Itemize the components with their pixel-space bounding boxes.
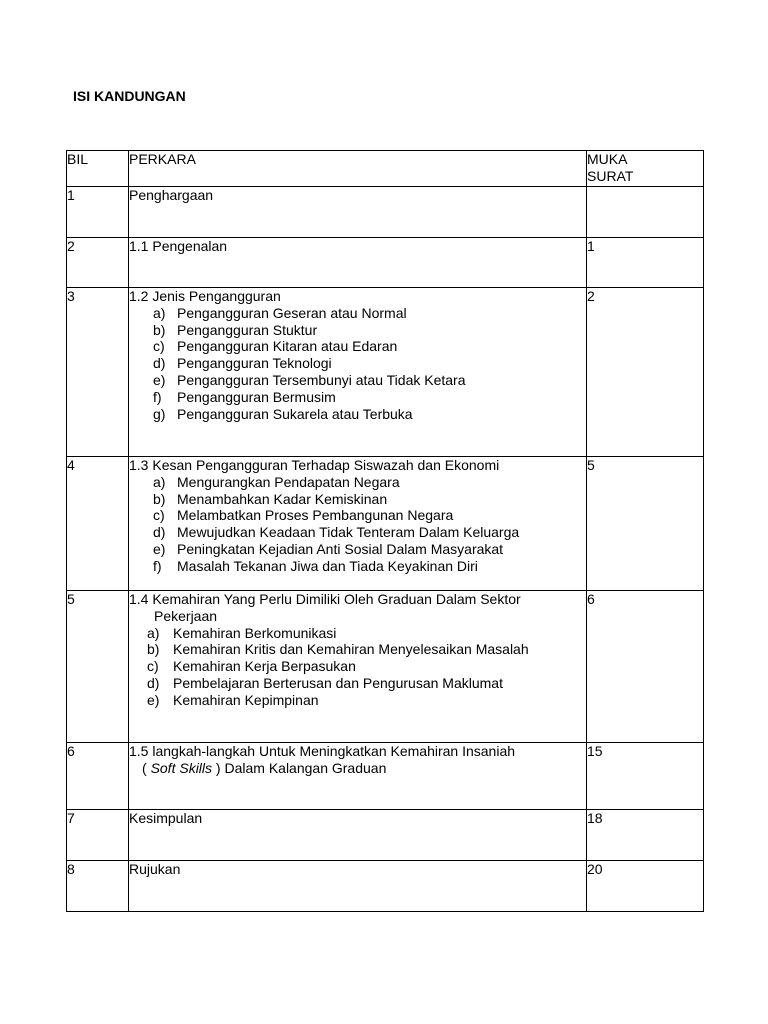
list-item — [129, 641, 586, 658]
list-item-text: Mengurangkan Pendapatan Negara — [177, 473, 400, 490]
row-page: 18 — [587, 810, 704, 861]
row-number: 3 — [67, 288, 129, 457]
row-perkara — [129, 457, 587, 591]
list-item-text: Mewujudkan Keadaan Tidak Tenteram Dalam Keluarga — [177, 524, 520, 541]
row-number: 7 — [67, 810, 129, 861]
heading-tail: ) Dalam Kalangan Graduan — [215, 759, 387, 776]
header-muka-line1: MUKA — [587, 151, 628, 167]
table-row — [67, 591, 704, 743]
list-item — [129, 474, 586, 491]
row-number: 8 — [67, 861, 129, 912]
row-page: 6 — [587, 591, 704, 743]
list-item — [129, 658, 586, 675]
row-number: 2 — [67, 238, 129, 288]
list-item — [129, 322, 586, 339]
list-item — [129, 507, 586, 524]
list-marker: c) — [153, 338, 165, 355]
list-item — [129, 491, 586, 508]
list-marker: c) — [153, 507, 165, 524]
list-item-text: Pengangguran Stuktur — [177, 321, 318, 338]
sub-item-list — [129, 625, 586, 709]
table-row — [67, 743, 704, 810]
section-heading: 1.5 langkah-langkah Untuk Meningkatkan Kemahiran Insaniah — [129, 743, 516, 759]
contents-table — [66, 150, 704, 912]
section-heading-continued — [129, 760, 586, 777]
list-marker: e) — [147, 691, 160, 708]
list-marker: b) — [147, 641, 160, 658]
list-item-text: Menambahkan Kadar Kemiskinan — [177, 490, 388, 507]
list-marker: f) — [153, 388, 162, 405]
list-item — [129, 305, 586, 322]
list-marker: a) — [153, 304, 166, 321]
section-heading-continued: Pekerjaan — [154, 607, 218, 624]
list-marker: e) — [153, 371, 166, 388]
list-marker: g) — [153, 405, 166, 422]
list-item — [129, 406, 586, 423]
list-marker: b) — [153, 321, 166, 338]
row-page: 20 — [587, 861, 704, 912]
row-page: 1 — [587, 238, 704, 288]
list-item-text: Pengangguran Teknologi — [177, 355, 332, 372]
row-page: 5 — [587, 457, 704, 591]
list-item-text: Melambatkan Proses Pembangunan Negara — [177, 507, 454, 524]
row-number: 1 — [67, 187, 129, 238]
sub-item-list — [129, 305, 586, 423]
list-marker: d) — [147, 674, 160, 691]
list-marker: a) — [153, 473, 166, 490]
list-marker: d) — [153, 355, 166, 372]
row-number: 6 — [67, 743, 129, 810]
row-perkara: Kesimpulan — [129, 810, 587, 861]
list-item-text: Kemahiran Berkomunikasi — [173, 624, 337, 641]
page-title: ISI KANDUNGAN — [73, 88, 186, 104]
row-page: 2 — [587, 288, 704, 457]
list-marker: a) — [147, 624, 160, 641]
header-muka-surat — [587, 151, 704, 187]
list-item-text: Masalah Tekanan Jiwa dan Tiada Keyakinan Diri — [177, 557, 478, 574]
list-item-text: Pengangguran Kitaran atau Edaran — [177, 338, 398, 355]
section-heading: 1.4 Kemahiran Yang Perlu Dimiliki Oleh Graduan Dalam Sektor — [129, 591, 521, 607]
list-item — [129, 355, 586, 372]
list-marker: f) — [153, 557, 162, 574]
list-item — [129, 372, 586, 389]
list-item-text: Kemahiran Kerja Berpasukan — [173, 658, 356, 675]
list-item — [129, 541, 586, 558]
row-page — [587, 187, 704, 238]
row-perkara — [129, 591, 587, 743]
list-marker: e) — [153, 540, 166, 557]
list-item-text: Pengangguran Tersembunyi atau Tidak Ketara — [177, 371, 466, 388]
header-bil: BIL — [67, 151, 129, 187]
list-item-text: Kemahiran Kritis dan Kemahiran Menyelesaikan Masalah — [173, 641, 529, 658]
table-row — [67, 187, 704, 238]
list-marker: d) — [153, 524, 166, 541]
list-item-text: Pembelajaran Berterusan dan Pengurusan Maklumat — [173, 674, 503, 691]
list-item-text: Peningkatan Kejadian Anti Sosial Dalam Masyarakat — [177, 540, 504, 557]
list-item-text: Pengangguran Bermusim — [177, 388, 336, 405]
row-perkara: Rujukan — [129, 861, 587, 912]
list-item-text: Kemahiran Kepimpinan — [173, 691, 319, 708]
list-item-text: Pengangguran Geseran atau Normal — [177, 304, 407, 321]
list-marker: b) — [153, 490, 166, 507]
list-item — [129, 625, 586, 642]
row-perkara: 1.1 Pengenalan — [129, 238, 587, 288]
header-row — [67, 151, 704, 187]
list-item — [129, 558, 586, 575]
section-heading: 1.3 Kesan Pengangguran Terhadap Siswazah dan Ekonomi — [129, 457, 500, 473]
paren-open: ( — [142, 759, 147, 776]
table-row — [67, 810, 704, 861]
row-number: 5 — [67, 591, 129, 743]
list-item — [129, 389, 586, 406]
table-row — [67, 238, 704, 288]
table-row — [67, 457, 704, 591]
list-item — [129, 338, 586, 355]
list-item — [129, 524, 586, 541]
list-marker: c) — [147, 658, 159, 675]
row-perkara — [129, 743, 587, 810]
row-page: 15 — [587, 743, 704, 810]
list-item — [129, 692, 586, 709]
section-heading: 1.2 Jenis Pengangguran — [129, 288, 281, 304]
row-perkara — [129, 288, 587, 457]
header-perkara: PERKARA — [129, 151, 587, 187]
header-muka-line2: SURAT — [587, 167, 634, 184]
soft-skills-term: Soft Skills — [150, 759, 213, 776]
sub-item-list — [129, 474, 586, 575]
row-perkara: Penghargaan — [129, 187, 587, 238]
list-item-text: Pengangguran Sukarela atau Terbuka — [177, 405, 413, 422]
table-row — [67, 288, 704, 457]
table-row — [67, 861, 704, 912]
row-number: 4 — [67, 457, 129, 591]
list-item — [129, 675, 586, 692]
